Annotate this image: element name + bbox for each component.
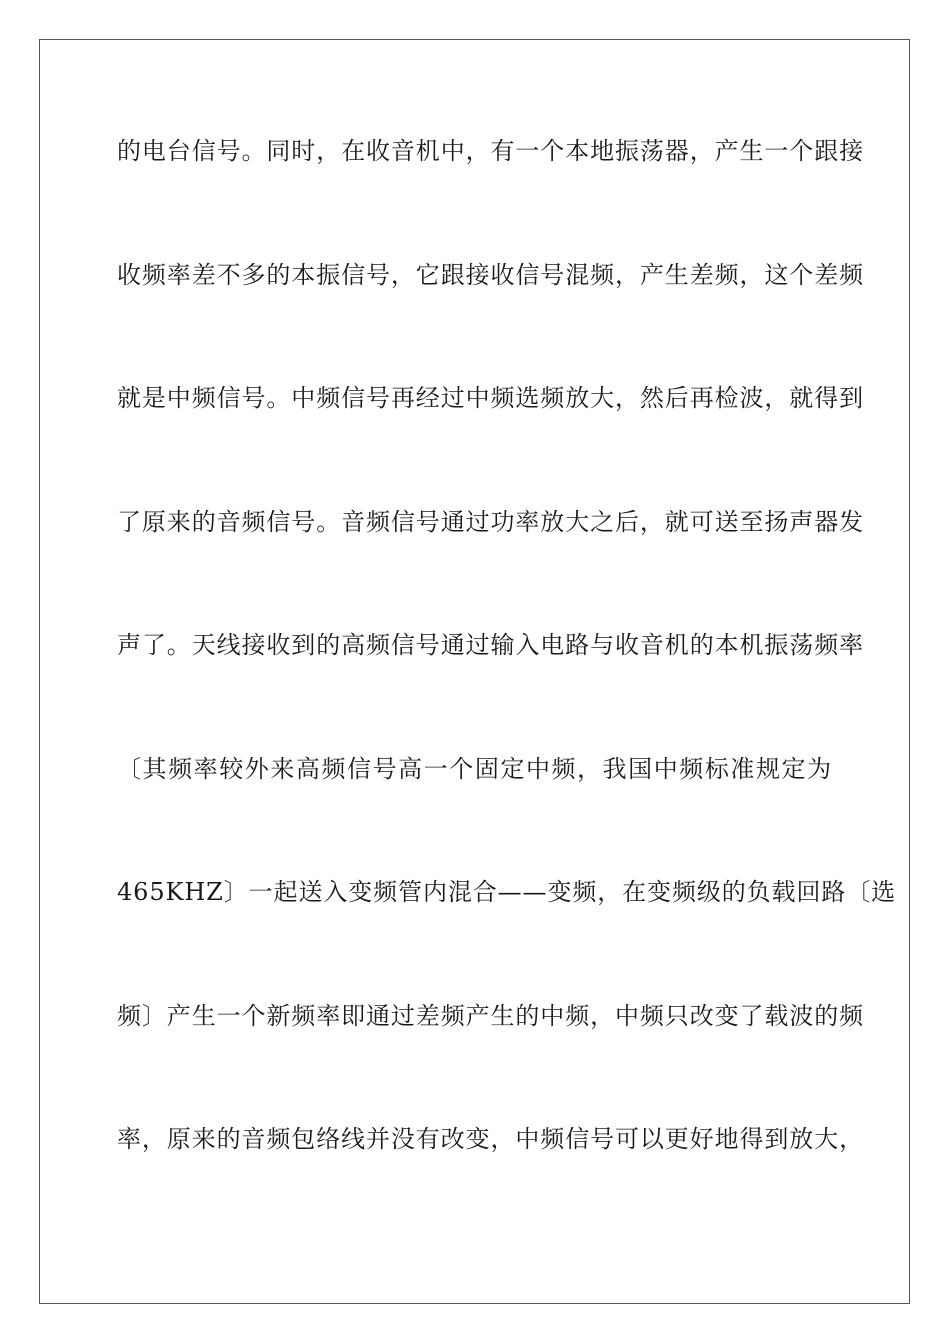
paragraph-line: 频〕产生一个新频率即通过差频产生的中频，中频只改变了载波的频 — [117, 1002, 864, 1030]
paragraph-line: 的电台信号。同时，在收音机中，有一个本地振荡器，产生一个跟接 — [117, 137, 864, 165]
paragraph-line: 率，原来的音频包络线并没有改变，中频信号可以更好地得到放大， — [117, 1125, 864, 1153]
paragraph-line: 声了。天线接收到的高频信号通过输入电路与收音机的本机振荡频率 — [117, 631, 864, 659]
paragraph-line: 了原来的音频信号。音频信号通过功率放大之后，就可送至扬声器发 — [117, 508, 864, 536]
paragraph-line: 收频率差不多的本振信号，它跟接收信号混频，产生差频，这个差频 — [117, 261, 864, 289]
paragraph-line: 〔其频率较外来高频信号高一个固定中频，我国中频标准规定为 — [117, 755, 832, 783]
paragraph-line: 465KHZ〕一起送入变频管内混合——变频，在变频级的负载回路〔选 — [117, 878, 897, 906]
paragraph-line: 就是中频信号。中频信号再经过中频选频放大，然后再检波，就得到 — [117, 384, 864, 412]
page-border — [39, 39, 910, 1304]
